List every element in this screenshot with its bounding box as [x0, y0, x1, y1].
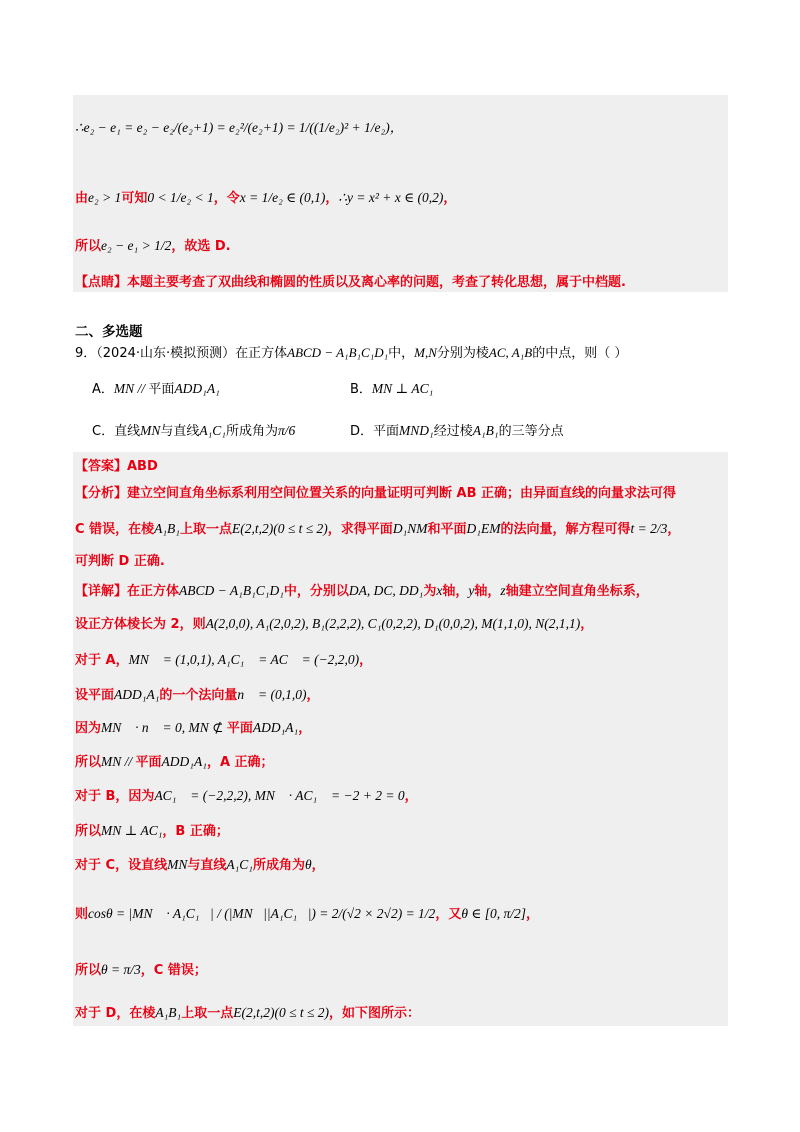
question-9-stem: 9．（2024·山东·模拟预测）在正方体ABCD − A₁B₁C₁D₁中，M,N分别为棱AC, A₁B的中点，则（ ） — [75, 345, 628, 361]
detail-line-4: 设平面ADD₁A₁的一个法向量n⃗ = (0,1,0)， — [75, 687, 320, 703]
derivation-line-range: 由e₂ > 1可知0 < 1/e₂ < 1，令x = 1/e₂ ∈ (0,1)，∴y = x² + x ∈ (0,2)， — [75, 190, 457, 206]
detail-line-9: 对于 C，设直线MN与直线A₁C₁所成角为θ， — [75, 857, 325, 873]
detail-line-2: 设正方体棱长为 2，则A(2,0,0), A₁(2,0,2), B₁(2,2,2), C₁(0,2,2), D₁(0,0,2), M(1,1,0), N(2,1,1)， — [75, 616, 594, 632]
detail-line-3: 对于 A，MN⃗ = (1,0,1), A₁C₁⃗ = AC⃗ = (−2,2,0)， — [75, 652, 373, 668]
option-d: D．平面MND₁经过棱A₁B₁的三等分点 — [350, 423, 564, 439]
analysis-line-1: 【分析】建立空间直角坐标系利用空间位置关系的向量证明可判断 AB 正确；由异面直线的向量求法可得 — [75, 486, 677, 501]
detail-line-6: 所以MN // 平面ADD₁A₁，A 正确； — [75, 754, 274, 770]
detail-line-10: 则cosθ = |MN⃗ · A₁C₁⃗| / (|MN⃗||A₁C₁⃗|) = 2/(√2 × 2√2) = 1/2，又θ ∈ [0, π/2]， — [75, 906, 539, 922]
detail-line-11: 所以θ = π/3，C 错误； — [75, 962, 207, 978]
detail-line-1: 【详解】在正方体ABCD − A₁B₁C₁D₁中，分别以DA, DC, DD₁为x轴，y轴，z轴建立空间直角坐标系， — [75, 583, 649, 599]
equation-line-e2-minus-e1: ∴e₂ − e₁ = e₂ − e₂/(e₂+1) = e₂²/(e₂+1) = 1/((1/e₂)² + 1/e₂)， — [75, 120, 404, 135]
detail-line-12: 对于 D，在棱A₁B₁上取一点E(2,t,2)(0 ≤ t ≤ 2)，如下图所示： — [75, 1005, 421, 1021]
comment-line: 【点睛】本题主要考查了双曲线和椭圆的性质以及离心率的问题，考查了转化思想，属于中档题. — [75, 275, 626, 290]
detail-line-5: 因为MN⃗ · n⃗ = 0, MN ⊄ 平面ADD₁A₁， — [75, 720, 312, 736]
detail-line-8: 所以MN ⊥ AC₁，B 正确； — [75, 823, 229, 839]
conclusion-line: 所以e₂ − e₁ > 1/2，故选 D. — [75, 238, 231, 254]
option-a: A．MN // 平面ADD₁A₁ — [92, 381, 220, 397]
detail-line-7: 对于 B，因为AC₁⃗ = (−2,2,2), MN⃗ · AC₁⃗ = −2 + 2 = 0， — [75, 788, 418, 804]
option-c: C．直线MN与直线A₁C₁所成角为π/6 — [92, 423, 296, 439]
option-b: B．MN ⊥ AC₁ — [350, 381, 434, 397]
section-title: 二、多选题 — [75, 324, 143, 340]
answer-line: 【答案】ABD — [75, 459, 158, 474]
analysis-line-2: C 错误，在棱A₁B₁上取一点E(2,t,2)(0 ≤ t ≤ 2)，求得平面D₁NM和平面D₁EM的法向量，解方程可得t = 2/3， — [75, 521, 681, 537]
analysis-line-3: 可判断 D 正确. — [75, 554, 165, 569]
